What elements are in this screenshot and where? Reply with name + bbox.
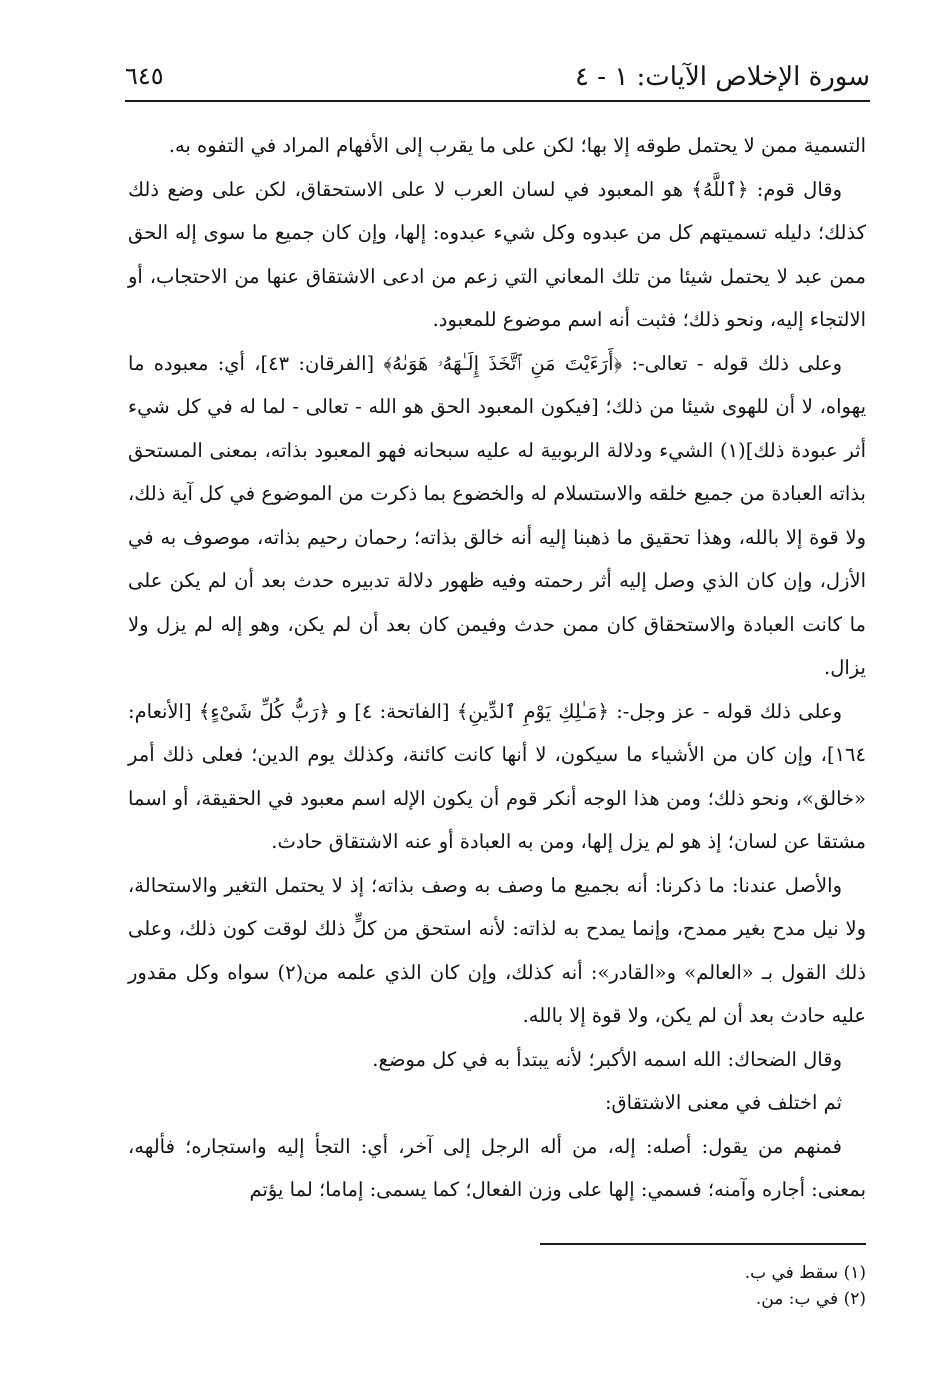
paragraph: ثم اختلف في معنى الاشتقاق: bbox=[604, 1091, 842, 1114]
page-header bbox=[125, 58, 870, 98]
header-rule bbox=[125, 100, 870, 102]
footnotes bbox=[540, 1260, 866, 1312]
footnote-rule bbox=[540, 1243, 866, 1245]
paragraph: وعلى ذلك قوله - تعالى-: ﴿أَرَءَيْتَ مَنِ ٱتَّخَذَ إِلَـٰهَهُۥ هَوَىٰهُ﴾ [الفرقان: ٤٣]، أي: معبوده ما يهواه، لا أن للهوى شيئا من ذلك؛ [فيكون المعبود الحق هو الله - تعالى - لما له في كل شيء أثر عبودة ذلك](١) الشيء ودلالة الربوبية له عليه سبحانه فهو المعبود بذاته، بمعنى المستحق بذاته العبادة من جميع خلقه والاستسلام له والخضوع بما ذكرت من الموضوع في كل آية ذلك، ولا قوة إلا بالله، وهذا تحقيق ما ذهبنا إليه أنه خالق بذاته؛ رحمان رحيم بذاته، موصوف به في الأزل، وإن كان الذي وصل إليه أثر رحمته وفيه ظهور دلالة تدبيره حدث بعد أن لم يكن على ما كانت العبادة والاستحقاق كان ممن حدث وفيمن كان بعد أن لم يكن، وهو إله لم يزل ولا يزال. bbox=[128, 351, 866, 679]
paragraph: والأصل عندنا: ما ذكرنا: أنه بجميع ما وصف به وصف بذاته؛ إذ لا يحتمل التغير والاستحالة، ولا نيل مدح بغير ممدح، وإنما يمدح به لذاته: لأنه استحق من كلٍّ ذلك لوقت كون ذلك، وعلى ذلك القول بـ «العالم» و«القادر»: أنه كذلك، وإن كان الذي علمه من(٢) سواه وكل مقدور عليه حادث بعد أن لم يكن، ولا قوة إلا بالله. bbox=[128, 873, 866, 1027]
main-text bbox=[128, 124, 866, 1212]
paragraph: وقال الضحاك: الله اسمه الأكبر؛ لأنه يبتدأ به في كل موضع. bbox=[372, 1047, 842, 1071]
footnote: (٢) في ب: من. bbox=[755, 1289, 866, 1309]
running-title: سورة الإخلاص الآيات: ١ - ٤ bbox=[575, 62, 870, 92]
paragraph: وقال قوم: ﴿ٱللَّهُ﴾ هو المعبود في لسان العرب لا على الاستحقاق، لكن على وضع ذلك كذلك؛ دليله تسميتهم كل من عبدوه وكل شيء عبدوه: إلها، وإن كان جميع ما سوى إله الحق ممن عبد لا يحتمل شيئا من تلك المعاني التي زعم من ادعى الاشتقاق عنها من الاحتجاب، أو الالتجاء إليه، ونحو ذلك؛ فثبت أنه اسم موضوع للمعبود. bbox=[128, 177, 866, 331]
paragraph: فمنهم من يقول: أصله: إله، من أله الرجل إلى آخر، أي: التجأ إليه واستجاره؛ فألهه، بمعنى: أجاره وآمنه؛ فسمي: إلها على وزن الفعال؛ كما يسمى: إماما؛ لما يؤتم bbox=[128, 1134, 866, 1201]
footnote: (١) سقط في ب. bbox=[744, 1263, 866, 1283]
page-number: ٦٤٥ bbox=[125, 62, 164, 90]
paragraph: التسمية ممن لا يحتمل طوقه إلا بها؛ لكن على ما يقرب إلى الأفهام المراد في التفوه به. bbox=[168, 134, 866, 157]
paragraph: وعلى ذلك قوله - عز وجل-: ﴿مَـٰلِكِ يَوْمِ ٱلدِّينِ﴾ [الفاتحة: ٤] و ﴿رَبُّ كُلِّ شَىْءٍ﴾ [الأنعام: ١٦٤]، وإن كان من الأشياء ما سيكون، لا أنها كانت كائنة، وكذلك يوم الدين؛ فعلى ذلك أمر «خالق»، ونحو ذلك؛ ومن هذا الوجه أنكر قوم أن يكون الإله اسم معبود في الحقيقة، أو اسما مشتقا عن لسان؛ إذ هو لم يزل إلها، ومن به العبادة أو عنه الاشتقاق حادث. bbox=[128, 699, 866, 853]
